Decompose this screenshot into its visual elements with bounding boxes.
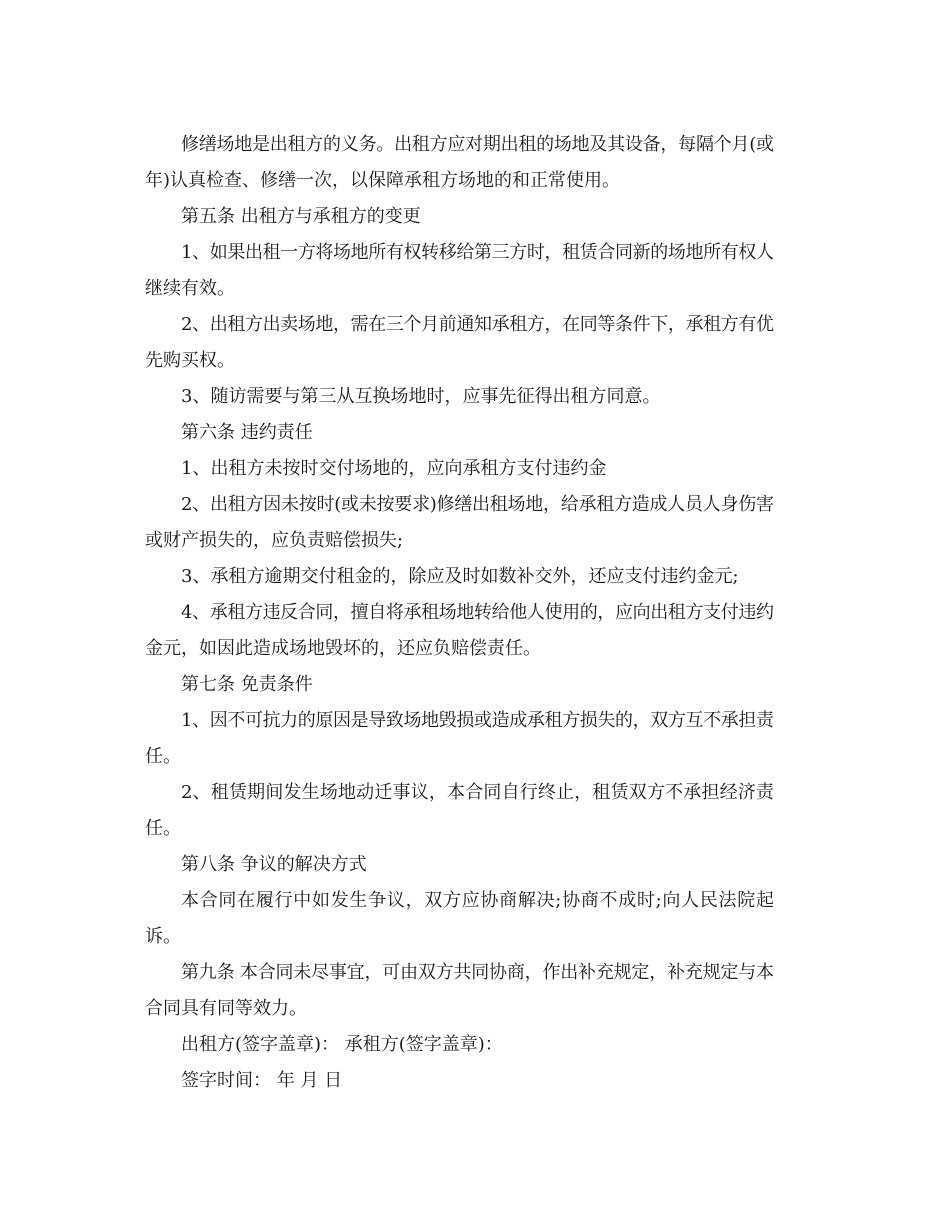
- paragraph-line: 出租方(签字盖章)： 承租方(签字盖章)：: [181, 1034, 503, 1055]
- paragraph-line: 诉。: [145, 926, 181, 947]
- paragraph-line: 任。: [145, 818, 181, 839]
- paragraph-line: 签字时间： 年 月 日: [181, 1070, 343, 1091]
- paragraph-line: 2、出租方出卖场地，需在三个月前通知承租方，在同等条件下，承租方有优: [181, 314, 774, 335]
- paragraph: [145, 955, 810, 1027]
- paragraph-line: 3、承租方逾期交付租金的，除应及时如数补交外，还应支付违约金元;: [181, 566, 739, 587]
- paragraph: [145, 775, 810, 847]
- paragraph: [145, 451, 810, 487]
- paragraph-line: 修缮场地是出租方的义务。出租方应对期出租的场地及其设备，每隔个月(或: [181, 134, 774, 155]
- paragraph-line: 2、出租方因未按时(或未按要求)修缮出租场地，给承租方造成人员人身伤害: [181, 494, 774, 515]
- paragraph-line: 4、承租方违反合同，擅自将承租场地转给他人使用的，应向出租方支付违约: [181, 602, 774, 623]
- paragraph-line: 金元，如因此造成场地毁坏的，还应负赔偿责任。: [145, 638, 541, 659]
- paragraph-line: 1、因不可抗力的原因是导致场地毁损或造成承租方损失的，双方互不承担责: [181, 710, 774, 731]
- paragraph: [145, 703, 810, 775]
- paragraph-line: 第七条 免责条件: [181, 674, 313, 695]
- paragraph: [145, 235, 810, 307]
- paragraph: [145, 883, 810, 955]
- document-body: [145, 127, 810, 1099]
- paragraph: [145, 487, 810, 559]
- paragraph-line: 1、出租方未按时交付场地的，应向承租方支付违约金: [181, 458, 607, 479]
- paragraph: [145, 559, 810, 595]
- paragraph: [145, 379, 810, 415]
- paragraph: [145, 307, 810, 379]
- paragraph-line: 合同具有同等效力。: [145, 998, 307, 1019]
- paragraph-line: 年)认真检查、修缮一次，以保障承租方场地的和正常使用。: [145, 170, 621, 191]
- paragraph-line: 第九条 本合同未尽事宜，可由双方共同协商，作出补充规定，补充规定与本: [181, 962, 774, 983]
- paragraph: [145, 1027, 810, 1063]
- paragraph-line: 先购买权。: [145, 350, 235, 371]
- paragraph-line: 第八条 争议的解决方式: [181, 854, 367, 875]
- paragraph: [145, 415, 810, 451]
- paragraph: [145, 127, 810, 199]
- paragraph-line: 1、如果出租一方将场地所有权转移给第三方时，租赁合同新的场地所有权人: [181, 242, 774, 263]
- paragraph-line: 或财产损失的，应负责赔偿损失;: [145, 530, 404, 551]
- paragraph: [145, 1063, 810, 1099]
- paragraph-line: 第五条 出租方与承租方的变更: [181, 206, 421, 227]
- paragraph: [145, 847, 810, 883]
- paragraph: [145, 595, 810, 667]
- paragraph-line: 3、随访需要与第三从互换场地时，应事先征得出租方同意。: [181, 386, 661, 407]
- paragraph: [145, 199, 810, 235]
- paragraph-line: 任。: [145, 746, 181, 767]
- paragraph-line: 本合同在履行中如发生争议，双方应协商解决;协商不成时;向人民法院起: [181, 890, 775, 911]
- paragraph-line: 2、租赁期间发生场地动迁事议，本合同自行终止，租赁双方不承担经济责: [181, 782, 775, 803]
- paragraph-line: 继续有效。: [145, 278, 235, 299]
- paragraph-line: 第六条 违约责任: [181, 422, 313, 443]
- paragraph: [145, 667, 810, 703]
